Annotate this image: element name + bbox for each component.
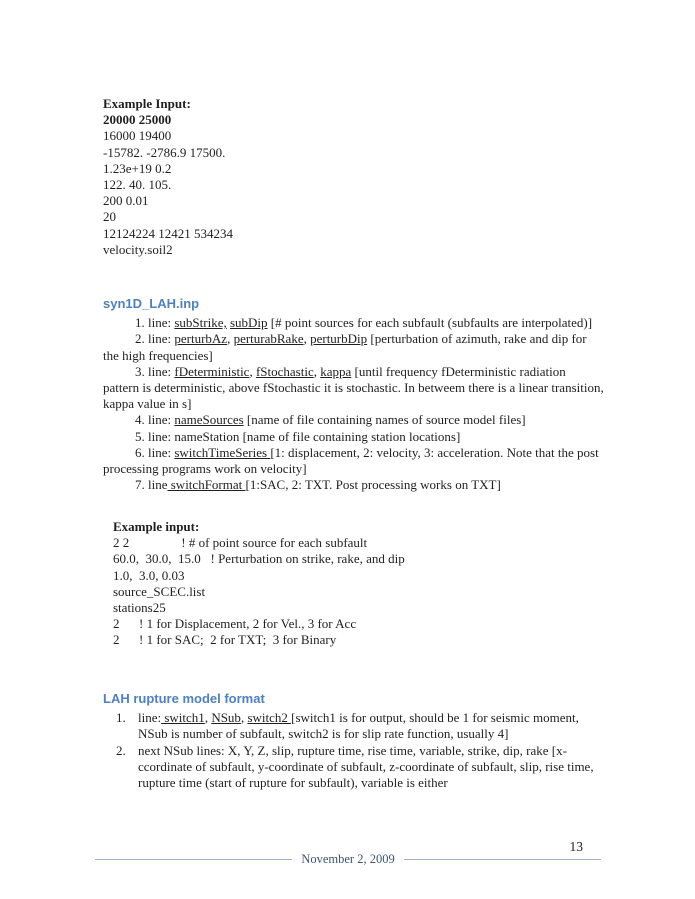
example-input-top-bold-line: 20000 25000 — [103, 112, 172, 128]
numbered-list-item — [103, 710, 604, 742]
doc-paragraph: 3. line: fDeterministic, fStochastic, kappa [until frequency fDeterministic radiation pattern is deterministic, above fStochastic it is stochastic. In betweem there is a linear transition, kappa value in s] — [103, 363, 604, 412]
code-line: 2 ! 1 for Displacement, 2 for Vel., 3 for Acc — [113, 616, 357, 632]
footer-date: November 2, 2009 — [301, 852, 395, 866]
code-line: 1.0, 3.0, 0.03 — [113, 567, 185, 583]
syn1d-section — [103, 296, 604, 493]
list-item-text: line: switch1, NSub, switch2 [switch1 is for output, should be 1 for seismic moment, NSub is number of subfault, switch2 is for slip rate function, usually 4] — [138, 710, 579, 742]
code-line: source_SCEC.list — [113, 583, 206, 599]
example-input-top-lines — [103, 128, 603, 258]
doc-paragraph: 1. line: subStrike, subDip [# point sources for each subfault (subfaults are interpolated)] — [135, 315, 593, 331]
code-line: -15782. -2786.9 17500. — [103, 144, 226, 160]
doc-paragraph: 4. line: nameSources [name of file containing names of source model files] — [135, 412, 526, 428]
page-number: 13 — [569, 839, 583, 854]
code-line: 20 — [103, 209, 116, 225]
section-heading-lah: LAH rupture model format — [103, 691, 265, 706]
lah-numbered-list — [103, 710, 604, 791]
code-line: 60.0, 30.0, 15.0 ! Perturbation on strike, rake, and dip — [113, 551, 405, 567]
page-footer — [95, 851, 601, 868]
doc-paragraph: 2. line: perturbAz, perturabRake, perturbDip [perturbation of azimuth, rake and dip for the high frequencies] — [103, 331, 587, 363]
code-line: stations25 — [113, 600, 166, 616]
lah-section — [103, 691, 604, 791]
footer-rule-right — [404, 859, 601, 860]
footer-rule-left — [95, 859, 292, 860]
code-line: 12124224 12421 534234 — [103, 225, 233, 241]
syn1d-paragraphs — [103, 315, 604, 493]
doc-paragraph: 6. line: switchTimeSeries [1: displacement, 2: velocity, 3: acceleration. Note that the post processing programs work on velocity] — [103, 444, 599, 477]
code-line: 16000 19400 — [103, 128, 172, 144]
list-item-text: next NSub lines: X, Y, Z, slip, rupture time, rise time, variable, strike, dip, rake [x-ccordinate of subfault, y-coordinate of subfault, z-coordinate of subfault, slip, rise time, rupture time (start of rupture for subfault), variable is either — [138, 742, 594, 791]
code-line: 2 2 ! # of point source for each subfault — [113, 535, 368, 551]
example-input-mid-lines — [113, 535, 601, 648]
list-item-number: 2. — [116, 742, 126, 758]
section-heading-syn1d: syn1D_LAH.inp — [103, 296, 200, 311]
list-item-number: 1. — [116, 710, 126, 726]
doc-paragraph: 7. line switchFormat [1:SAC, 2: TXT. Post processing works on TXT] — [135, 477, 501, 493]
example-input-mid-block — [113, 519, 601, 649]
code-line: 122. 40. 105. — [103, 177, 172, 193]
code-line: 200 0.01 — [103, 193, 149, 209]
numbered-list-item — [103, 743, 604, 792]
doc-paragraph: 5. line: nameStation [name of file containing station locations] — [135, 428, 461, 444]
example-input-top-block — [103, 96, 603, 258]
example-input-mid-title: Example input: — [113, 519, 200, 534]
code-line: 2 ! 1 for SAC; 2 for TXT; 3 for Binary — [113, 632, 337, 648]
code-line: 1.23e+19 0.2 — [103, 160, 172, 176]
example-input-top-title: Example Input: — [103, 96, 191, 111]
code-line: velocity.soil2 — [103, 241, 173, 257]
